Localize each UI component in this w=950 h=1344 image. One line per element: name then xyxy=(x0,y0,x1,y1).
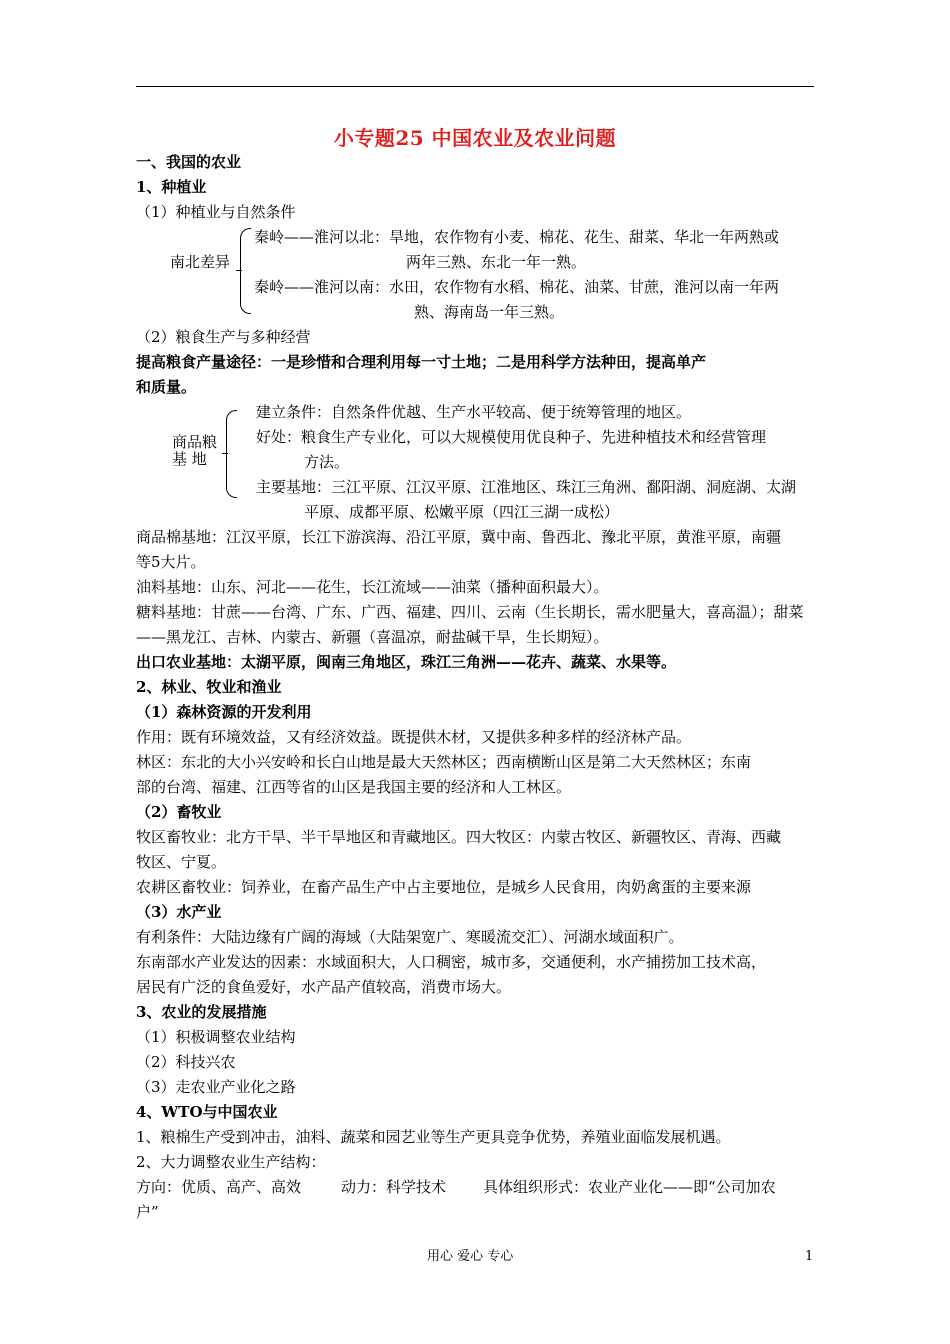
footer-motto: 用心 爱心 专心 xyxy=(427,1249,514,1264)
wto-item-2: 2、大力调整农业生产结构： xyxy=(136,1153,326,1171)
subsection-forestry: 2、林业、牧业和渔业 xyxy=(136,678,282,696)
wto-form: 具体组织形式：农业产业化——即“公司加农 xyxy=(483,1178,776,1196)
pastoral-1: 牧区畜牧业：北方干旱、半干旱地区和青藏地区。四大牧区：内蒙古牧区、新疆牧区、青海、西藏 xyxy=(136,828,782,846)
section-1-heading: 一、我国的农业 xyxy=(136,153,242,171)
southeast-aqua-2: 居民有广泛的食鱼爱好，水产品产值较高，消费市场大。 xyxy=(136,978,512,996)
header-rule xyxy=(136,86,814,87)
measure-1: （1）积极调整农业结构 xyxy=(136,1028,296,1046)
sugar-base-line-1: 糖料基地：甘蔗——台湾、广东、广西、福建、四川、云南（生长期长，需水肥量大，喜高温）；甜菜 xyxy=(136,603,804,621)
item-grain-production: （2）粮食生产与多种经营 xyxy=(136,328,311,346)
forest-use: 作用：既有环境效益，又有经济效益。既提供木材，又提供多种多样的经济林产品。 xyxy=(136,728,692,746)
oil-base: 油料基地：山东、河北——花生，长江流域——油菜（播种面积最大）。 xyxy=(136,578,609,596)
south-line-1: 秦岭——淮河以南：水田，农作物有水稻、棉花、油菜、甘蔗，淮河以南一年两 xyxy=(254,278,780,296)
brace-tip xyxy=(236,270,242,271)
brace-north-south xyxy=(240,228,251,314)
raise-yield-line-2: 和质量。 xyxy=(136,378,197,396)
document-title: 小专题25 中国农业及农业问题 xyxy=(333,126,617,150)
grain-base-advantage-2: 方法。 xyxy=(304,453,350,471)
animal-heading: （2）畜牧业 xyxy=(136,803,222,821)
southeast-aqua-1: 东南部水产业发达的因素：水域面积大，人口稠密，城市多，交通便利，水产捕捞加工技术高， xyxy=(136,953,767,971)
cotton-base-line-2: 等5大片。 xyxy=(136,553,206,571)
forest-heading: （1）森林资源的开发利用 xyxy=(136,703,312,721)
subsection-measures: 3、农业的发展措施 xyxy=(136,1003,267,1021)
measure-3: （3）走农业产业化之路 xyxy=(136,1078,296,1096)
brace-tip xyxy=(222,453,228,454)
north-line-1: 秦岭——淮河以北：旱地，农作物有小麦、棉花、花生、甜菜、华北一年两熟或 xyxy=(254,228,780,246)
aqua-heading: （3）水产业 xyxy=(136,903,222,921)
wto-power: 动力：科学技术 xyxy=(341,1178,447,1196)
forest-area-1: 林区：东北的大小兴安岭和长白山地是最大天然林区；西南横断山区是第二大天然林区；东南 xyxy=(136,753,752,771)
grain-base-conditions: 建立条件：自然条件优越、生产水平较高、便于统筹管理的地区。 xyxy=(256,403,692,421)
sugar-base-line-2: ——黑龙江、吉林、内蒙古、新疆（喜温凉，耐盐碱干旱，生长期短）。 xyxy=(136,628,609,646)
wto-form-continued: 户” xyxy=(136,1203,159,1221)
forest-area-2: 部的台湾、福建、江西等省的山区是我国主要的经济和人工林区。 xyxy=(136,778,572,796)
grain-base-main-1: 主要基地：三江平原、江汉平原、江淮地区、珠江三角洲、鄱阳湖、洞庭湖、太湖 xyxy=(256,478,797,496)
subsection-planting: 1、种植业 xyxy=(136,178,207,196)
farming-animal: 农耕区畜牧业：饲养业，在畜产品生产中占主要地位，是城乡人民食用，肉奶禽蛋的主要来源 xyxy=(136,878,752,896)
south-line-2: 熟、海南岛一年三熟。 xyxy=(414,303,565,321)
wto-item-1: 1、粮棉生产受到冲击，油料、蔬菜和园艺业等生产更具竞争优势，养殖业面临发展机遇。 xyxy=(136,1128,731,1146)
grain-base-main-2: 平原、成都平原、松嫩平原（四江三湖一成松） xyxy=(304,503,620,521)
north-line-2: 两年三熟、东北一年一熟。 xyxy=(406,253,587,271)
brace-grain-base xyxy=(226,410,237,498)
measure-2: （2）科技兴农 xyxy=(136,1053,236,1071)
raise-yield-line-1: 提高粮食产量途径：一是珍惜和合理利用每一寸土地；二是用科学方法种田，提高单产 xyxy=(136,353,707,371)
north-south-label: 南北差异 xyxy=(170,253,231,271)
grain-base-advantage-1: 好处：粮食生产专业化，可以大规模使用优良种子、先进种植技术和经营管理 xyxy=(256,428,767,446)
pastoral-2: 牧区、宁夏。 xyxy=(136,853,227,871)
page-number: 1 xyxy=(805,1249,814,1264)
grain-base-label-1: 商品粮 xyxy=(172,433,218,451)
item-planting-conditions: （1）种植业与自然条件 xyxy=(136,203,296,221)
aqua-conditions: 有利条件：大陆边缘有广阔的海域（大陆架宽广、寒暖流交汇）、河湖水域面积广。 xyxy=(136,928,684,946)
grain-base-label-2: 基 地 xyxy=(172,450,207,468)
export-base: 出口农业基地：太湖平原，闽南三角地区，珠江三角洲——花卉、蔬菜、水果等。 xyxy=(136,653,677,671)
subsection-wto: 4、WTO与中国农业 xyxy=(136,1103,278,1121)
wto-direction: 方向：优质、高产、高效 xyxy=(136,1178,302,1196)
cotton-base-line-1: 商品棉基地：江汉平原，长江下游滨海、沿江平原，冀中南、鲁西北、豫北平原，黄淮平原，南疆 xyxy=(136,528,782,546)
